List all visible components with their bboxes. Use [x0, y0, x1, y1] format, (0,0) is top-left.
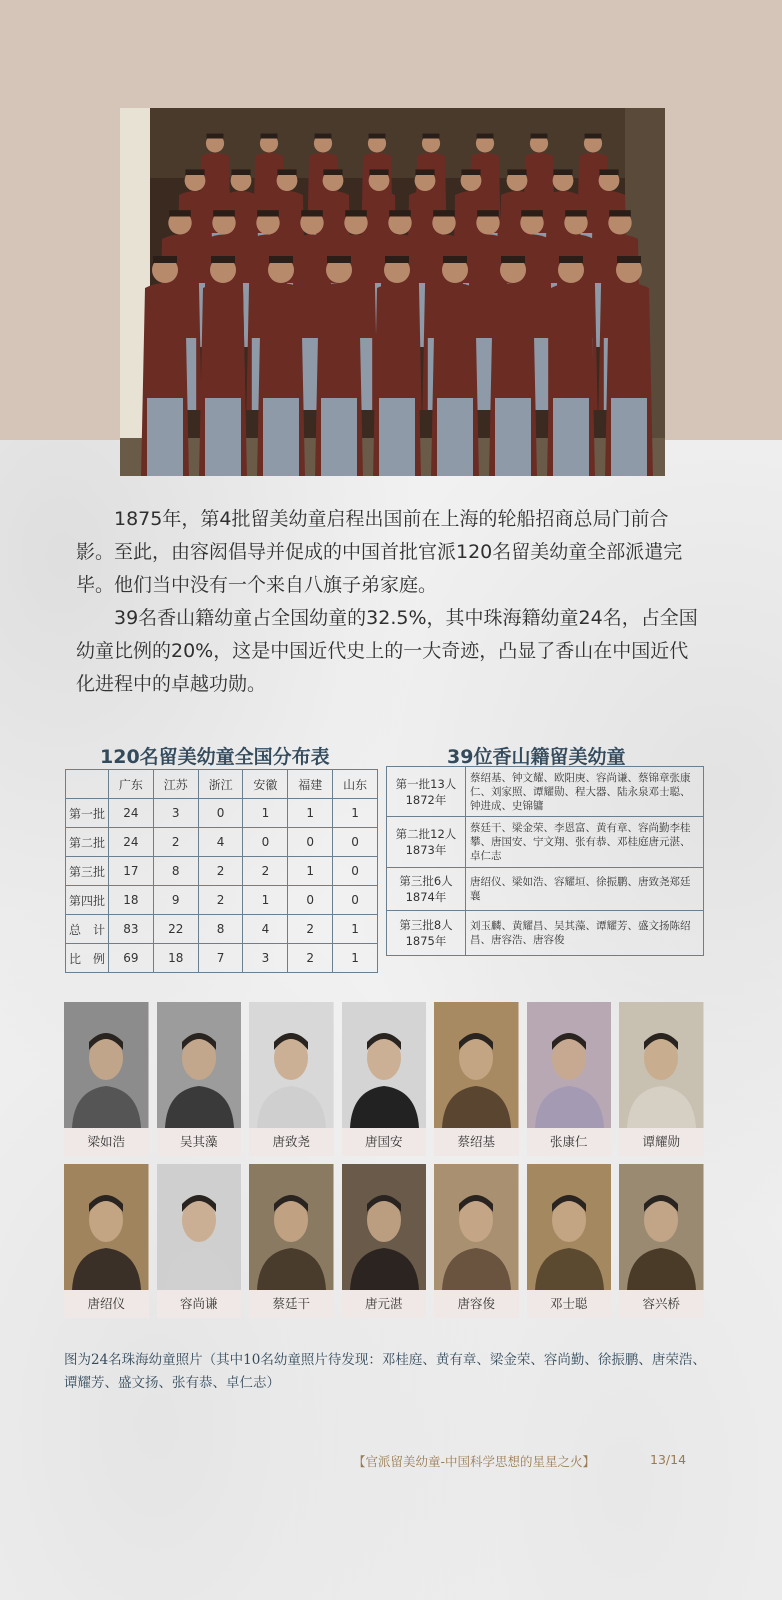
portrait-photo	[527, 1002, 612, 1128]
table-cell: 4	[198, 828, 243, 857]
portrait-card	[249, 1164, 334, 1318]
table-cell: 1	[333, 799, 378, 828]
portrait-name: 邓士聪	[549, 1296, 588, 1311]
batch-year: 1875年	[405, 934, 447, 948]
batch-year: 1874年	[405, 890, 447, 904]
batch-label: 第三批8人	[399, 918, 453, 932]
table-cell: 83	[109, 915, 154, 944]
table-cell: 3	[243, 944, 288, 973]
batch-label: 第三批6人	[399, 874, 453, 888]
portrait-caption: 图为24名珠海幼童照片（其中10名幼童照片待发现：邓桂庭、黄有章、梁金荣、容尚勤、徐振鹏、唐荣浩、谭耀芳、盛文扬、张有恭、卓仁志）	[64, 1352, 706, 1391]
table-row	[66, 944, 378, 973]
portrait-card	[342, 1002, 427, 1156]
batch-year: 1872年	[405, 792, 447, 807]
table-row	[387, 911, 704, 956]
page-number: 13/14	[650, 1452, 687, 1467]
header-cell: 江苏	[153, 770, 198, 799]
portrait-photo	[619, 1002, 704, 1128]
intro-paragraph-2: 39名香山籍幼童占全国幼童的32.5%，其中珠海籍幼童24名，占全国幼童比例的20%，这是中国近代史上的一大奇迹，凸显了香山在中国近代化进程中的卓越功勋。	[76, 607, 698, 695]
header-cell: 广东	[109, 770, 154, 799]
portrait-name: 梁如浩	[87, 1134, 125, 1149]
header-cell: 山东	[333, 770, 378, 799]
portrait-card	[64, 1164, 149, 1318]
table-cell: 0	[333, 828, 378, 857]
portrait-photo	[527, 1164, 612, 1290]
header-cell: 浙江	[198, 770, 243, 799]
table-cell: 2	[243, 857, 288, 886]
table-row	[66, 886, 378, 915]
table-cell: 69	[109, 944, 154, 973]
table-cell: 0	[288, 886, 333, 915]
portrait-name: 蔡廷干	[272, 1296, 310, 1311]
table-row	[66, 915, 378, 944]
portrait-card	[157, 1164, 242, 1318]
portrait-card	[527, 1164, 612, 1318]
table-cell: 0	[288, 828, 333, 857]
portrait-name: 谭耀勋	[642, 1134, 680, 1149]
portrait-name: 唐绍仪	[87, 1296, 125, 1311]
table-cell: 7	[198, 944, 243, 973]
row-label: 比 例	[66, 944, 109, 973]
intro-text	[76, 503, 706, 701]
portrait-row	[64, 1002, 704, 1156]
table-cell: 1	[288, 857, 333, 886]
table-cell: 0	[198, 799, 243, 828]
portrait-photo	[157, 1002, 242, 1128]
portrait-photo	[342, 1164, 427, 1290]
table-row	[66, 857, 378, 886]
portrait-card	[64, 1002, 149, 1156]
footer-title: 【官派留美幼童-中国科学思想的星星之火】	[353, 1454, 596, 1469]
table-cell: 2	[288, 915, 333, 944]
row-label: 第四批	[66, 886, 109, 915]
portrait-photo	[249, 1002, 334, 1128]
portrait-photo	[434, 1002, 519, 1128]
table-cell: 1	[288, 799, 333, 828]
table-row	[387, 868, 704, 911]
intro-paragraph-1: 1875年，第4批留美幼童启程出国前在上海的轮船招商总局门前合影。至此，由容闳倡导并促成的中国首批官派120名留美幼童全部派遣完毕。他们当中没有一个来自八旗子弟家庭。	[76, 508, 683, 596]
header-cell: 安徽	[243, 770, 288, 799]
batch-cell	[387, 911, 466, 956]
portrait-photo	[249, 1164, 334, 1290]
table-cell: 17	[109, 857, 154, 886]
table-row	[66, 799, 378, 828]
portrait-photo	[619, 1164, 704, 1290]
portrait-name: 唐容俊	[457, 1296, 495, 1311]
table-header-row	[66, 770, 378, 799]
table-row	[387, 767, 704, 817]
page-footer	[353, 1452, 773, 1470]
portrait-name: 蔡绍基	[457, 1134, 495, 1149]
names-cell: 蔡绍基、钟文耀、欧阳庚、容尚谦、蔡锦章张康仁、刘家照、谭耀勋、程大器、陆永泉邓士聪、钟进成、史锦镛	[466, 767, 704, 817]
table-cell: 1	[333, 944, 378, 973]
portrait-card	[342, 1164, 427, 1318]
batch-label: 第二批12人	[395, 827, 457, 841]
table-cell: 24	[109, 799, 154, 828]
xiangshan-table-title: 39位香山籍留美幼童	[447, 746, 626, 768]
table-cell: 0	[243, 828, 288, 857]
portrait-name: 唐致尧	[272, 1134, 310, 1149]
portrait-photo	[342, 1002, 427, 1128]
row-label: 总 计	[66, 915, 109, 944]
table-cell: 4	[243, 915, 288, 944]
portrait-card	[619, 1002, 704, 1156]
header-cell: 福建	[288, 770, 333, 799]
portrait-card	[527, 1002, 612, 1156]
portrait-name: 容尚谦	[179, 1296, 218, 1311]
table-cell: 18	[153, 944, 198, 973]
names-cell: 蔡廷干、梁金荣、李恩富、黄有章、容尚勤李桂攀、唐国安、宁文翔、张有恭、邓桂庭唐元湛、卓仁志	[466, 817, 704, 868]
table-cell: 22	[153, 915, 198, 944]
portrait-photo	[64, 1002, 149, 1128]
table-cell: 18	[109, 886, 154, 915]
header-cell	[66, 770, 109, 799]
table-row	[387, 817, 704, 868]
portrait-card	[157, 1002, 242, 1156]
batch-cell	[387, 767, 466, 817]
table-cell: 3	[153, 799, 198, 828]
table-row	[66, 828, 378, 857]
xiangshan-table	[386, 766, 704, 956]
portrait-card	[619, 1164, 704, 1318]
group-photo	[120, 108, 665, 476]
batch-cell	[387, 868, 466, 911]
table-cell: 2	[288, 944, 333, 973]
table-cell: 1	[333, 915, 378, 944]
batch-cell	[387, 817, 466, 868]
table-cell: 24	[109, 828, 154, 857]
portrait-card	[434, 1002, 519, 1156]
table-cell: 0	[333, 886, 378, 915]
table-cell: 8	[153, 857, 198, 886]
portrait-name: 容兴桥	[642, 1296, 680, 1311]
names-cell: 唐绍仪、梁如浩、容耀垣、徐振鹏、唐致尧郑廷襄	[466, 868, 704, 911]
distribution-table-title: 120名留美幼童全国分布表	[100, 746, 330, 768]
table-cell: 2	[198, 886, 243, 915]
batch-year: 1873年	[405, 843, 447, 857]
portrait-card	[249, 1002, 334, 1156]
portrait-card	[434, 1164, 519, 1318]
table-cell: 1	[243, 799, 288, 828]
portrait-name: 唐元湛	[364, 1296, 403, 1311]
portrait-grid	[64, 1002, 704, 1326]
table-cell: 9	[153, 886, 198, 915]
distribution-table	[65, 769, 378, 973]
table-cell: 1	[243, 886, 288, 915]
row-label: 第二批	[66, 828, 109, 857]
names-cell: 刘玉麟、黄耀昌、吴其藻、谭耀芳、盛文扬陈绍昌、唐容浩、唐容俊	[466, 911, 704, 956]
portrait-name: 张康仁	[549, 1134, 588, 1149]
row-label: 第三批	[66, 857, 109, 886]
table-cell: 8	[198, 915, 243, 944]
portrait-photo	[157, 1164, 242, 1290]
portrait-name: 唐国安	[364, 1134, 403, 1149]
row-label: 第一批	[66, 799, 109, 828]
batch-label: 第一批13人	[395, 776, 457, 791]
table-cell: 2	[198, 857, 243, 886]
portrait-photo	[434, 1164, 519, 1290]
table-cell: 2	[153, 828, 198, 857]
table-cell: 0	[333, 857, 378, 886]
portrait-photo	[64, 1164, 149, 1290]
portrait-name: 吴其藻	[179, 1134, 218, 1149]
portrait-row	[64, 1164, 704, 1318]
